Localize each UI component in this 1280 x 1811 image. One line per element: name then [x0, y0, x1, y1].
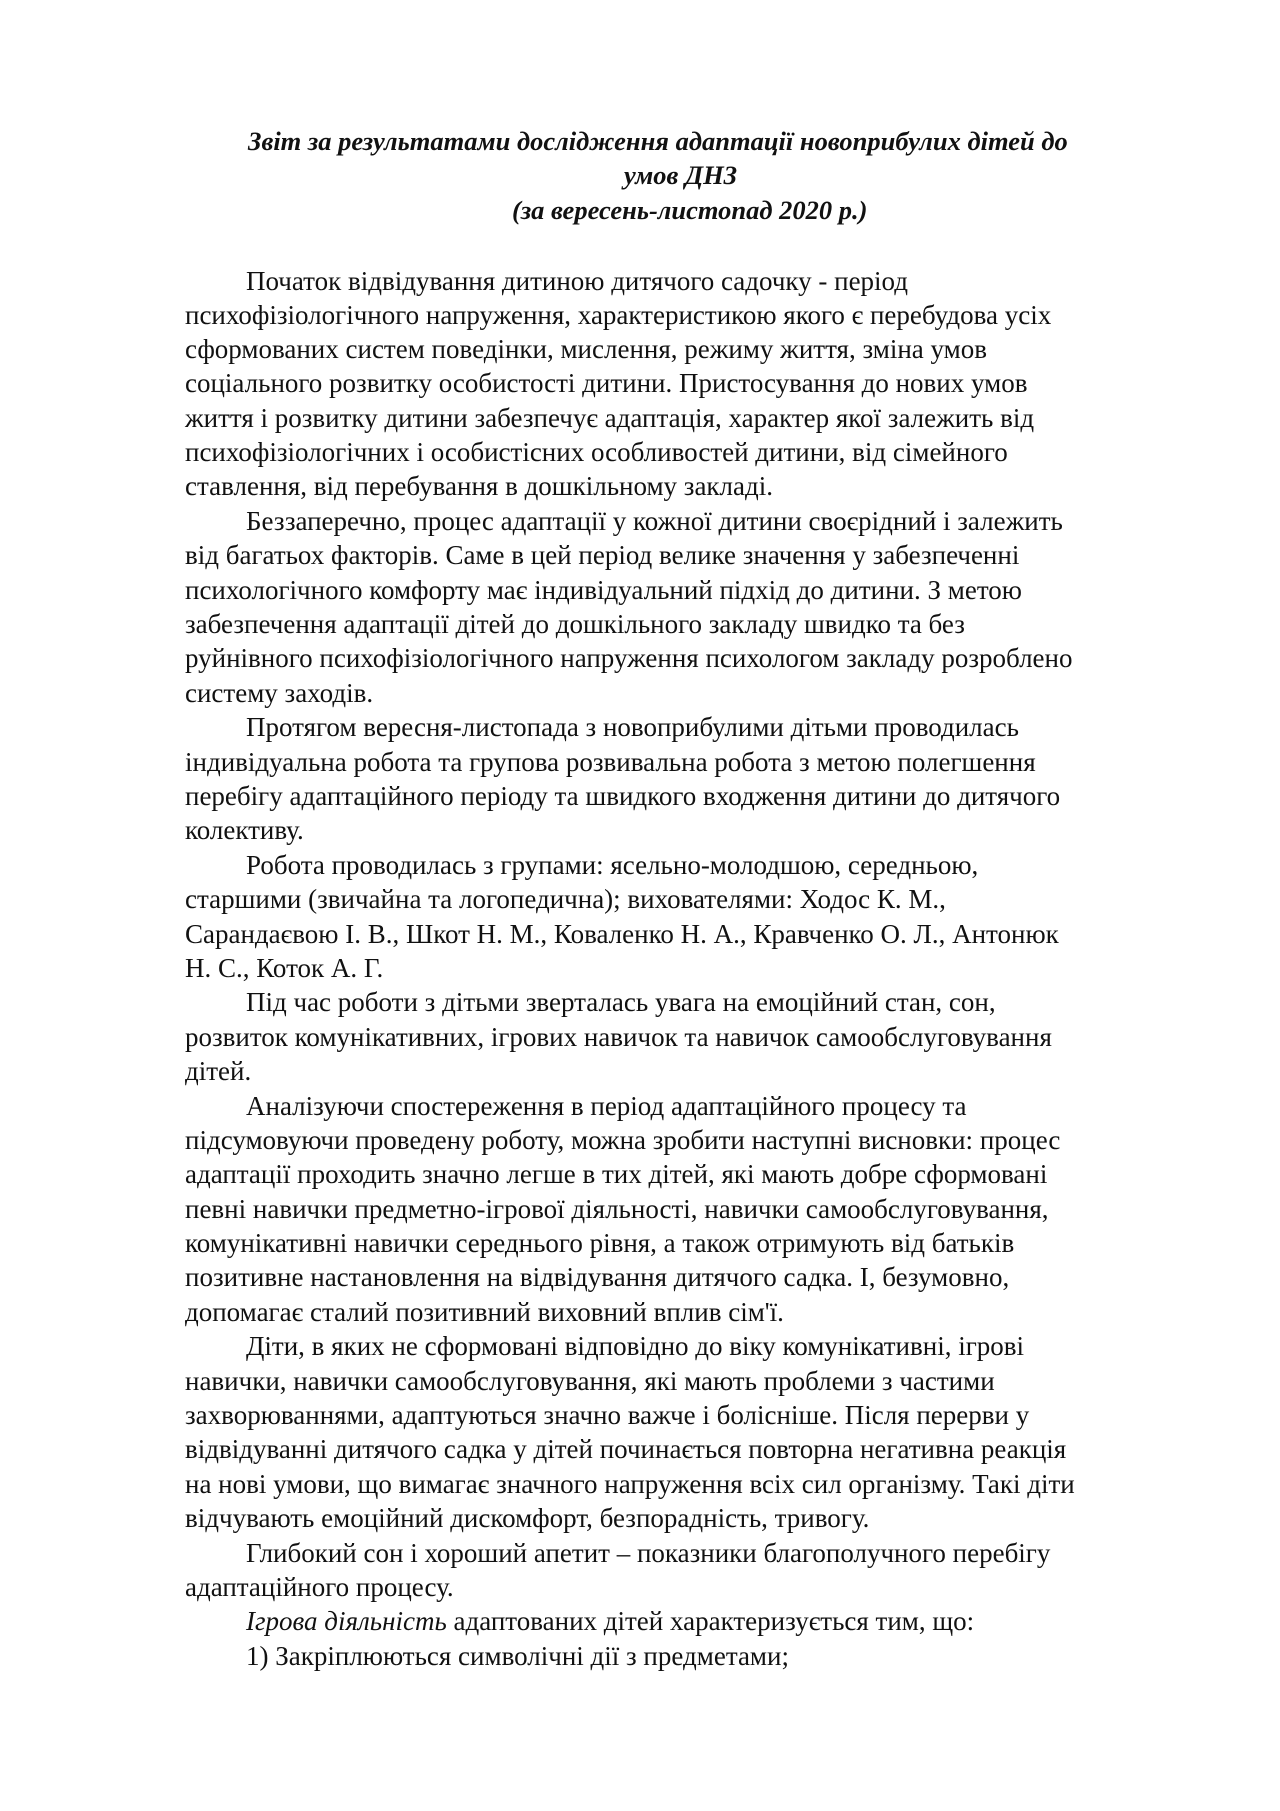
- text-line: психофізіологічних і особистісних особливостей дитини, від сімейного: [185, 437, 1008, 467]
- title-line-2: умов ДНЗ: [624, 160, 738, 190]
- text-line: психофізіологічного напруження, характеристикою якого є перебудова усіх: [185, 300, 1052, 330]
- text-line: Беззаперечно, процес адаптації у кожної дитини своєрідний і залежить: [246, 506, 1063, 536]
- text-line: Аналізуючи спостереження в період адаптаційного процесу та: [246, 1091, 967, 1121]
- list-item: 1) Закріплюються символічні дії з предметами;: [246, 1641, 789, 1671]
- text-line: сформованих систем поведінки, мислення, режиму життя, зміна умов: [185, 334, 987, 364]
- text-line: перебігу адаптаційного періоду та швидкого входження дитини до дитячого: [185, 781, 1061, 811]
- text-line: руйнівного психофізіологічного напруження психологом закладу розроблено: [185, 643, 1073, 673]
- text-line: від багатьох факторів. Саме в цей період велике значення у забезпеченні: [185, 540, 1020, 570]
- text-line: ставлення, від перебування в дошкільному закладі.: [185, 471, 773, 501]
- text-line: індивідуальна робота та групова розвивальна робота з метою полегшення: [185, 747, 1036, 777]
- paragraph-9: [246, 1604, 974, 1638]
- text-line: соціального розвитку особистості дитини. Пристосування до нових умов: [185, 368, 1028, 398]
- text-line: Глибокий сон і хороший апетит – показники благополучного перебігу: [246, 1538, 1051, 1568]
- text-line: Початок відвідування дитиною дитячого садочку - період: [246, 266, 909, 296]
- text-line: Н. С., Коток А. Г.: [185, 953, 384, 983]
- text-line: Під час роботи з дітьми зверталась увага на емоційний стан, сон,: [246, 987, 996, 1017]
- text-line: адаптації проходить значно легше в тих дітей, які мають добре сформовані: [185, 1159, 1048, 1189]
- text-line: відчувають емоційний дискомфорт, безпорадність, тривогу.: [185, 1503, 870, 1533]
- text-line: психологічного комфорту має індивідуальний підхід до дитини. З метою: [185, 575, 1022, 605]
- text-line: позитивне настановлення на відвідування дитячого садка. І, безумовно,: [185, 1262, 1010, 1292]
- text-line: допомагає сталий позитивний виховний вплив сім'ї.: [185, 1297, 784, 1327]
- text-line: відвідуванні дитячого садка у дітей починається повторна негативна реакція: [185, 1434, 1067, 1464]
- text-line: колективу.: [185, 815, 304, 845]
- text-line: Сарандаєвою І. В., Шкот Н. М., Коваленко Н. А., Кравченко О. Л., Антонюк: [185, 919, 1059, 949]
- text-line: дітей.: [185, 1056, 252, 1086]
- text-line: підсумовуючи проведену роботу, можна зробити наступні висновки: процес: [185, 1125, 1061, 1155]
- text-line: систему заходів.: [185, 678, 374, 708]
- text-line: забезпечення адаптації дітей до дошкільного закладу швидко та без: [185, 609, 965, 639]
- text-line: старшими (звичайна та логопедична); вихователями: Ходос К. М.,: [185, 884, 946, 914]
- text-line: розвиток комунікативних, ігрових навичок та навичок самообслуговування: [185, 1022, 1052, 1052]
- text-line: захворюваннями, адаптуються значно важче і болісніше. Після перерви у: [185, 1400, 1030, 1430]
- text-line: комунікативні навички середнього рівня, а також отримують від батьків: [185, 1228, 1015, 1258]
- title-period: (за вересень-листопад 2020 р.): [512, 195, 868, 225]
- text-line: певні навички предметно-ігрової діяльності, навички самообслуговування,: [185, 1194, 1049, 1224]
- text-line: Діти, в яких не сформовані відповідно до віку комунікативні, ігрові: [246, 1331, 1025, 1361]
- title-line-1: Звіт за результатами дослідження адаптації новоприбулих дітей до: [248, 126, 1068, 156]
- text-line: Робота проводилась з групами: ясельно-молодшою, середньою,: [246, 850, 979, 880]
- text-line: Протягом вересня-листопада з новоприбулими дітьми проводилась: [246, 712, 1019, 742]
- text-line: на нові умови, що вимагає значного напруження всіх сил організму. Такі діти: [185, 1469, 1075, 1499]
- text-line: адаптованих дітей характеризується тим, що:: [446, 1606, 975, 1636]
- italic-term: Ігрова діяльність: [246, 1606, 447, 1636]
- text-line: життя і розвитку дитини забезпечує адаптація, характер якої залежить від: [185, 403, 1035, 433]
- text-line: адаптаційного процесу.: [185, 1572, 454, 1602]
- text-line: навички, навички самообслуговування, які мають проблеми з частими: [185, 1366, 995, 1396]
